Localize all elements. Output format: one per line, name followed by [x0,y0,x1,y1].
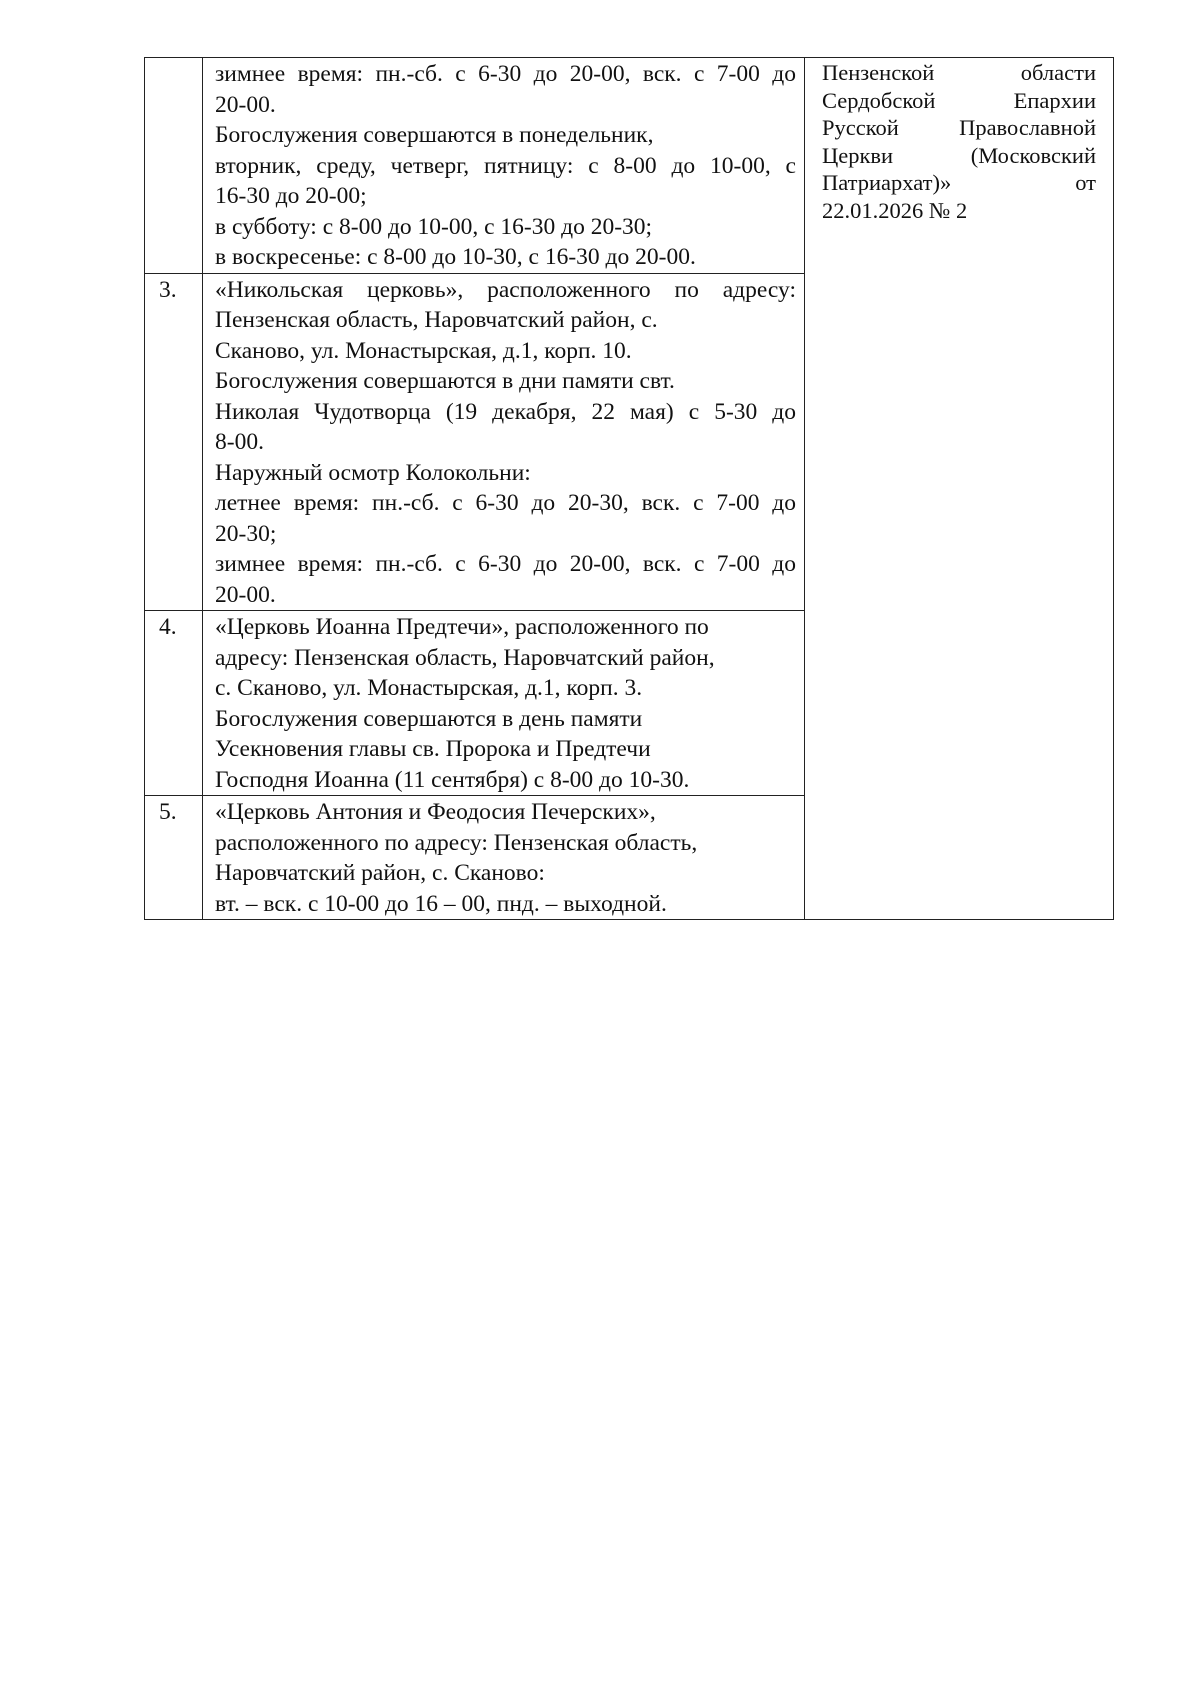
reference-line: Русской Православной [822,115,1096,140]
text-line: 20-00. [215,91,276,118]
reference-line: Патриархат)» от [822,170,1096,195]
row-number-cell [145,58,203,274]
text-line: расположенного по адресу: Пензенская область, [215,829,698,856]
text-line: Усекновения главы св. Пророка и Предтечи [215,736,651,762]
text-line: Господня Иоанна (11 сентября) с 8-00 до 10-30. [215,766,690,793]
text-line: с. Сканово, ул. Монастырская, д.1, корп. 3. [215,675,643,701]
text-line: Наровчатский район, с. Сканово: [215,860,545,886]
text-line: зимнее время: пн.-сб. с 6-30 до 20-00, вск. с 7-00 до [215,551,796,577]
text-line: Николая Чудотворца (19 декабря, 22 мая) с 5-30 до [215,398,796,425]
description-cell [203,796,805,920]
text-line: Наружный осмотр Колокольни: [215,459,531,486]
row-number-cell: 3. [145,273,203,611]
reference-line: 22.01.2026 № 2 [822,197,968,223]
text-line: Богослужения совершаются в дни памяти свт. [215,368,675,394]
description-cell [203,611,805,796]
text-line: 20-30; [215,520,277,547]
text-line: 8-00. [215,429,264,455]
row-number-cell: 5. [145,796,203,920]
text-line: в воскресенье: с 8-00 до 10-30, с 16-30 до 20-00. [215,244,696,270]
description-cell [203,58,805,274]
text-line: вторник, среду, четверг, пятницу: с 8-00 до 10-00, с [215,152,796,179]
text-line: 16-30 до 20-00; [215,183,367,209]
reference-line: Церкви (Московский [822,142,1096,168]
text-line: зимнее время: пн.-сб. с 6-30 до 20-00, вск. с 7-00 до [215,61,796,87]
text-line: летнее время: пн.-сб. с 6-30 до 20-30, вск. с 7-00 до [215,490,796,516]
text-line: адресу: Пензенская область, Наровчатский район, [215,644,715,671]
text-line: Сканово, ул. Монастырская, д.1, корп. 10. [215,337,632,364]
reference-line: Пензенской области [822,60,1096,85]
text-line: Пензенская область, Наровчатский район, с. [215,307,658,333]
text-line: вт. – вск. с 10-00 до 16 – 00, пнд. – выходной. [215,890,667,917]
approval-reference-cell [805,58,1114,920]
text-line: в субботу: с 8-00 до 10-00, с 16-30 до 20-30; [215,213,653,240]
text-line: Богослужения совершаются в понедельник, [215,122,654,148]
text-line: 20-00. [215,581,276,608]
description-cell [203,273,805,611]
row-number-cell: 4. [145,611,203,796]
schedule-table [144,57,1114,920]
reference-line: Сердобской Епархии [822,87,1096,113]
text-line: Богослужения совершаются в день памяти [215,705,643,732]
text-line: «Церковь Иоанна Предтечи», расположенного по [215,614,709,640]
text-line: «Никольская церковь», расположенного по адресу: [215,276,796,303]
text-line: «Церковь Антония и Феодосия Печерских», [215,799,656,825]
table-row [145,58,1114,274]
